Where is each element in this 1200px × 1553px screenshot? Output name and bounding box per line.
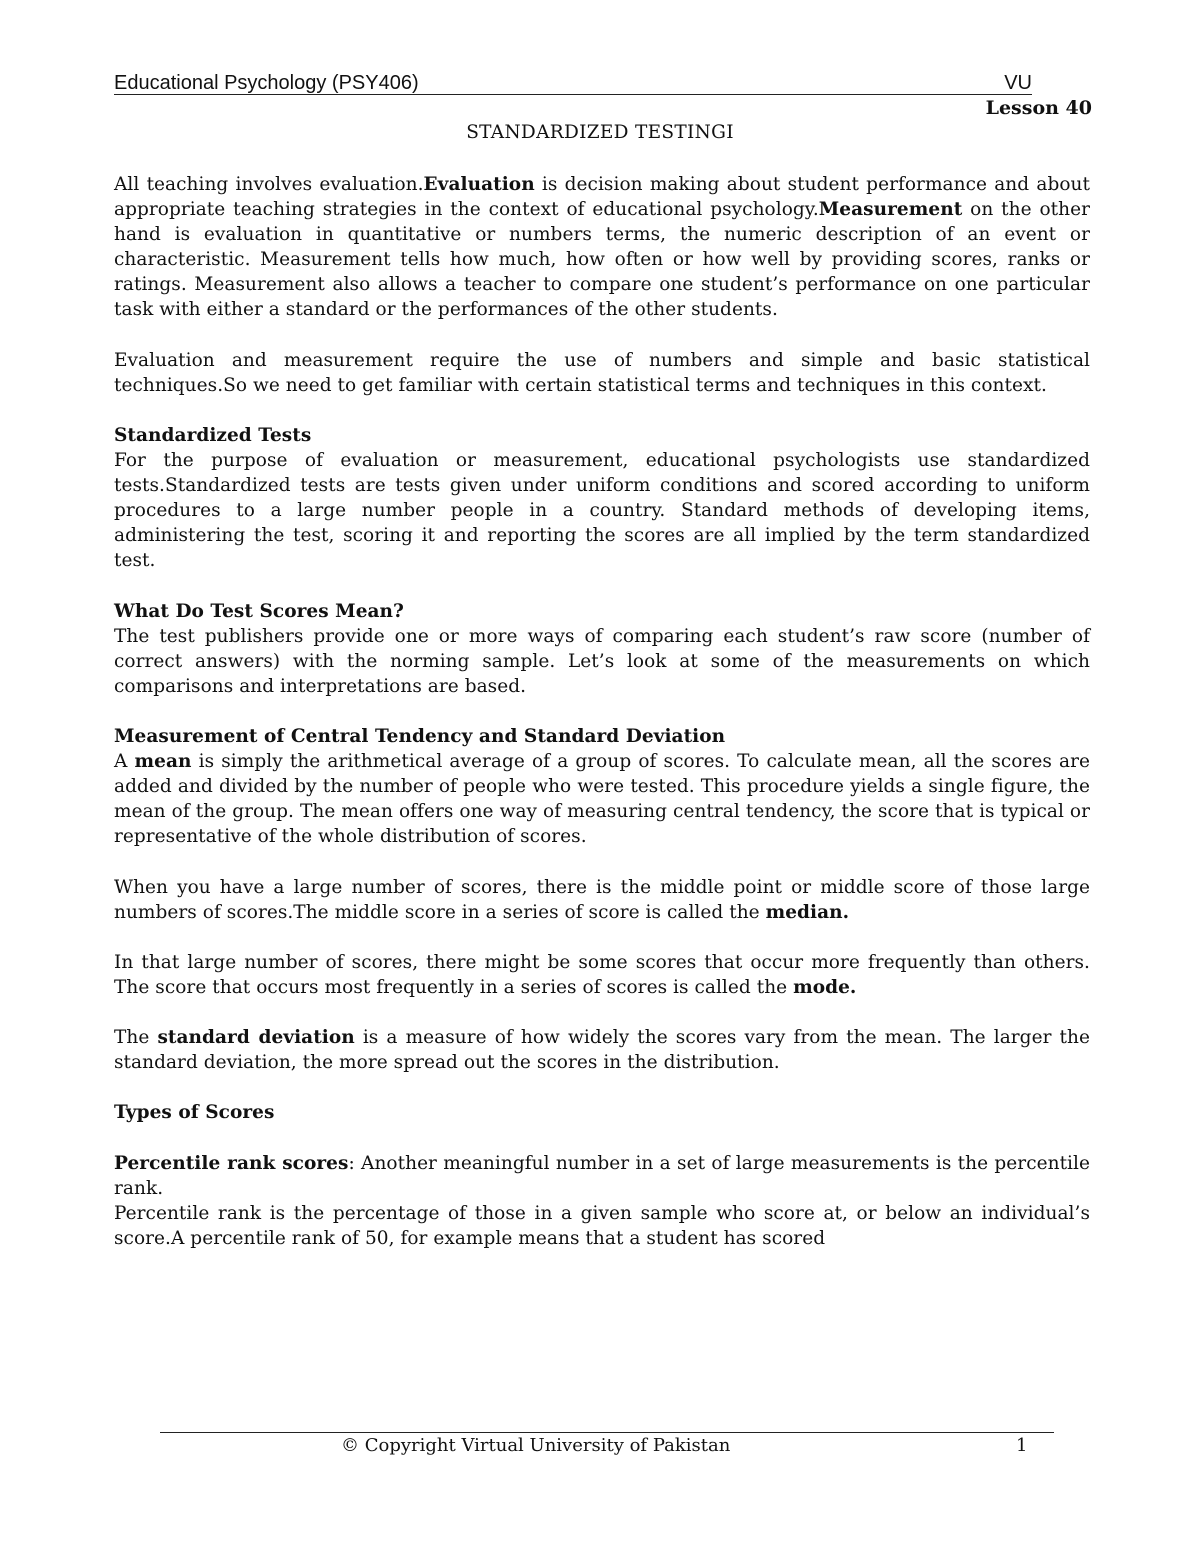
text-span: : Another meaningful number in a set of large measurements is the percentile rank.	[114, 1152, 1090, 1199]
paragraph-percentile-definition: Percentile rank is the percentage of those in a given sample who score at, or below an individual’s score.A percentile rank of 50, for example means that a student has scored	[114, 1202, 1090, 1249]
document-body	[114, 172, 1090, 1251]
page-number: 1	[1016, 1435, 1028, 1456]
lesson-number: Lesson 40	[985, 97, 1092, 119]
heading-standardized-tests: Standardized Tests	[114, 424, 312, 446]
text-span: When you have a large number of scores, there is the middle point or middle score of those large numbers of scores.The middle score in a series of score is called the	[114, 876, 1090, 923]
paragraph-mode	[114, 950, 1090, 1000]
term-evaluation: Evaluation	[423, 174, 535, 195]
paragraph-statistics: Evaluation and measurement require the use of numbers and simple and basic statistical techniques.So we need to get familiar with certain statistical terms and techniques in this context.	[114, 349, 1090, 396]
term-median: median.	[765, 901, 850, 923]
heading-test-scores-mean: What Do Test Scores Mean?	[114, 600, 404, 622]
text-span: A	[114, 751, 135, 773]
term-mode: mode.	[793, 977, 857, 998]
page-header	[114, 72, 1032, 95]
paragraph-median	[114, 875, 1090, 925]
term-measurement: Measurement	[818, 199, 963, 221]
term-standard-deviation: standard deviation	[157, 1027, 355, 1049]
text-span: The	[114, 1027, 158, 1049]
text-span: All teaching involves evaluation.	[114, 174, 424, 195]
text-span: is simply the arithmetical average of a group of scores. To calculate mean, all the scores are added and divided by the number of people who were tested. This procedure yields a single figure, the mean of the group. The mean offers one way of measuring central tendency, the score that is typical or representative of the whole distribution of scores.	[114, 751, 1090, 848]
paragraph-evaluation	[114, 172, 1090, 323]
paragraph-mean	[114, 749, 1090, 849]
course-title: Educational Psychology (PSY406)	[114, 72, 419, 94]
term-mean: mean	[134, 751, 192, 773]
footer-divider	[160, 1432, 1054, 1433]
page-title: STANDARDIZED TESTINGI	[466, 122, 734, 143]
text-span: In that large number of scores, there might be some scores that occur more frequently than others. The score that occurs most frequently in a series of scores is called the	[114, 951, 1090, 998]
paragraph-percentile-intro	[114, 1151, 1090, 1201]
term-percentile-rank: Percentile rank scores	[114, 1152, 349, 1174]
paragraph-standard-deviation	[114, 1025, 1090, 1075]
text-span: on the other hand is evaluation in quantitative or numbers terms, the numeric description of an event or characteristic. Measurement tells how much, how often or how well by providing scores, ranks or ratings. Measurement also allows a teacher to compare one student’s performance on one particular task with either a standard or the performances of the other students.	[114, 199, 1091, 321]
heading-types-of-scores: Types of Scores	[114, 1102, 275, 1124]
paragraph-test-scores: The test publishers provide one or more ways of comparing each student’s raw score (number of correct answers) with the norming sample. Let’s look at some of the measurements on which comparisons and interpretations are based.	[114, 625, 1090, 697]
footer-copyright: © Copyright Virtual University of Pakistan	[341, 1435, 731, 1456]
institution-label: VU	[1004, 72, 1032, 94]
text-span: is a measure of how widely the scores vary from the mean. The larger the standard deviation, the more spread out the scores in the distribution.	[114, 1027, 1090, 1074]
text-span: is decision making about student performance and about appropriate teaching strategies in the context of educational psychology.	[114, 174, 1090, 221]
heading-central-tendency: Measurement of Central Tendency and Standard Deviation	[114, 726, 726, 748]
paragraph-standardized-tests: For the purpose of evaluation or measurement, educational psychologists use standardized tests.Standardized tests are tests given under uniform conditions and scored according to uniform procedures to a large number people in a country. Standard methods of developing items, administering the test, scoring it and reporting the scores are all implied by the term standardized test.	[114, 450, 1090, 572]
